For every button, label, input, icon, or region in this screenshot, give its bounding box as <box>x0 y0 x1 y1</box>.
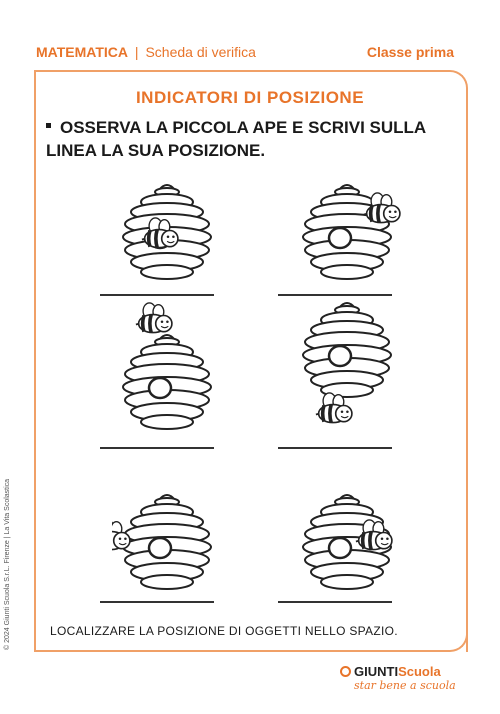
hive-with-bee-right-2 <box>292 485 462 595</box>
worksheet-kind: Scheda di verifica <box>145 44 256 60</box>
hive-with-bee-inside <box>112 175 282 285</box>
brand-tagline: star bene a scuola <box>354 679 456 692</box>
answer-line-3[interactable] <box>100 447 214 449</box>
hive-with-bee-above <box>112 300 282 440</box>
bee-icon <box>136 303 172 333</box>
page-title: INDICATORI DI POSIZIONE <box>135 88 365 107</box>
page-header <box>36 44 454 64</box>
bullet-icon <box>46 123 51 128</box>
exercise-5 <box>112 485 282 635</box>
answer-line-2[interactable] <box>278 294 392 296</box>
header-separator: | <box>134 44 139 60</box>
exercise-4 <box>292 298 462 448</box>
brand-name-first: GIUNTI <box>354 664 399 679</box>
learning-objective: LOCALIZZARE LA POSIZIONE DI OGGETTI NELLO SPAZIO. <box>50 624 398 638</box>
answer-line-1[interactable] <box>100 294 214 296</box>
instruction-text: OSSERVA LA PICCOLA APE E SCRIVI SULLA LINEA LA SUA POSIZIONE. <box>46 118 426 160</box>
class-level: Classe prima <box>366 44 454 60</box>
giunti-g-icon <box>340 666 351 677</box>
exercise-3 <box>112 300 282 450</box>
answer-line-5[interactable] <box>100 601 214 603</box>
copyright-notice: © 2024 Giunti Scuola S.r.L. Firenze | La Vita Scolastica <box>4 478 11 650</box>
brand-logo <box>340 664 470 692</box>
subject-label: MATEMATICA <box>36 44 129 60</box>
answer-line-4[interactable] <box>278 447 392 449</box>
hive-with-bee-below <box>292 298 462 438</box>
hive-with-bee-right <box>292 175 462 285</box>
answer-line-6[interactable] <box>278 601 392 603</box>
exercise-6 <box>292 485 462 635</box>
bee-icon <box>112 520 130 550</box>
instruction <box>46 116 456 162</box>
brand-name <box>340 664 470 679</box>
brand-name-second: Scuola <box>398 664 441 679</box>
hive-with-bee-left <box>112 485 282 595</box>
